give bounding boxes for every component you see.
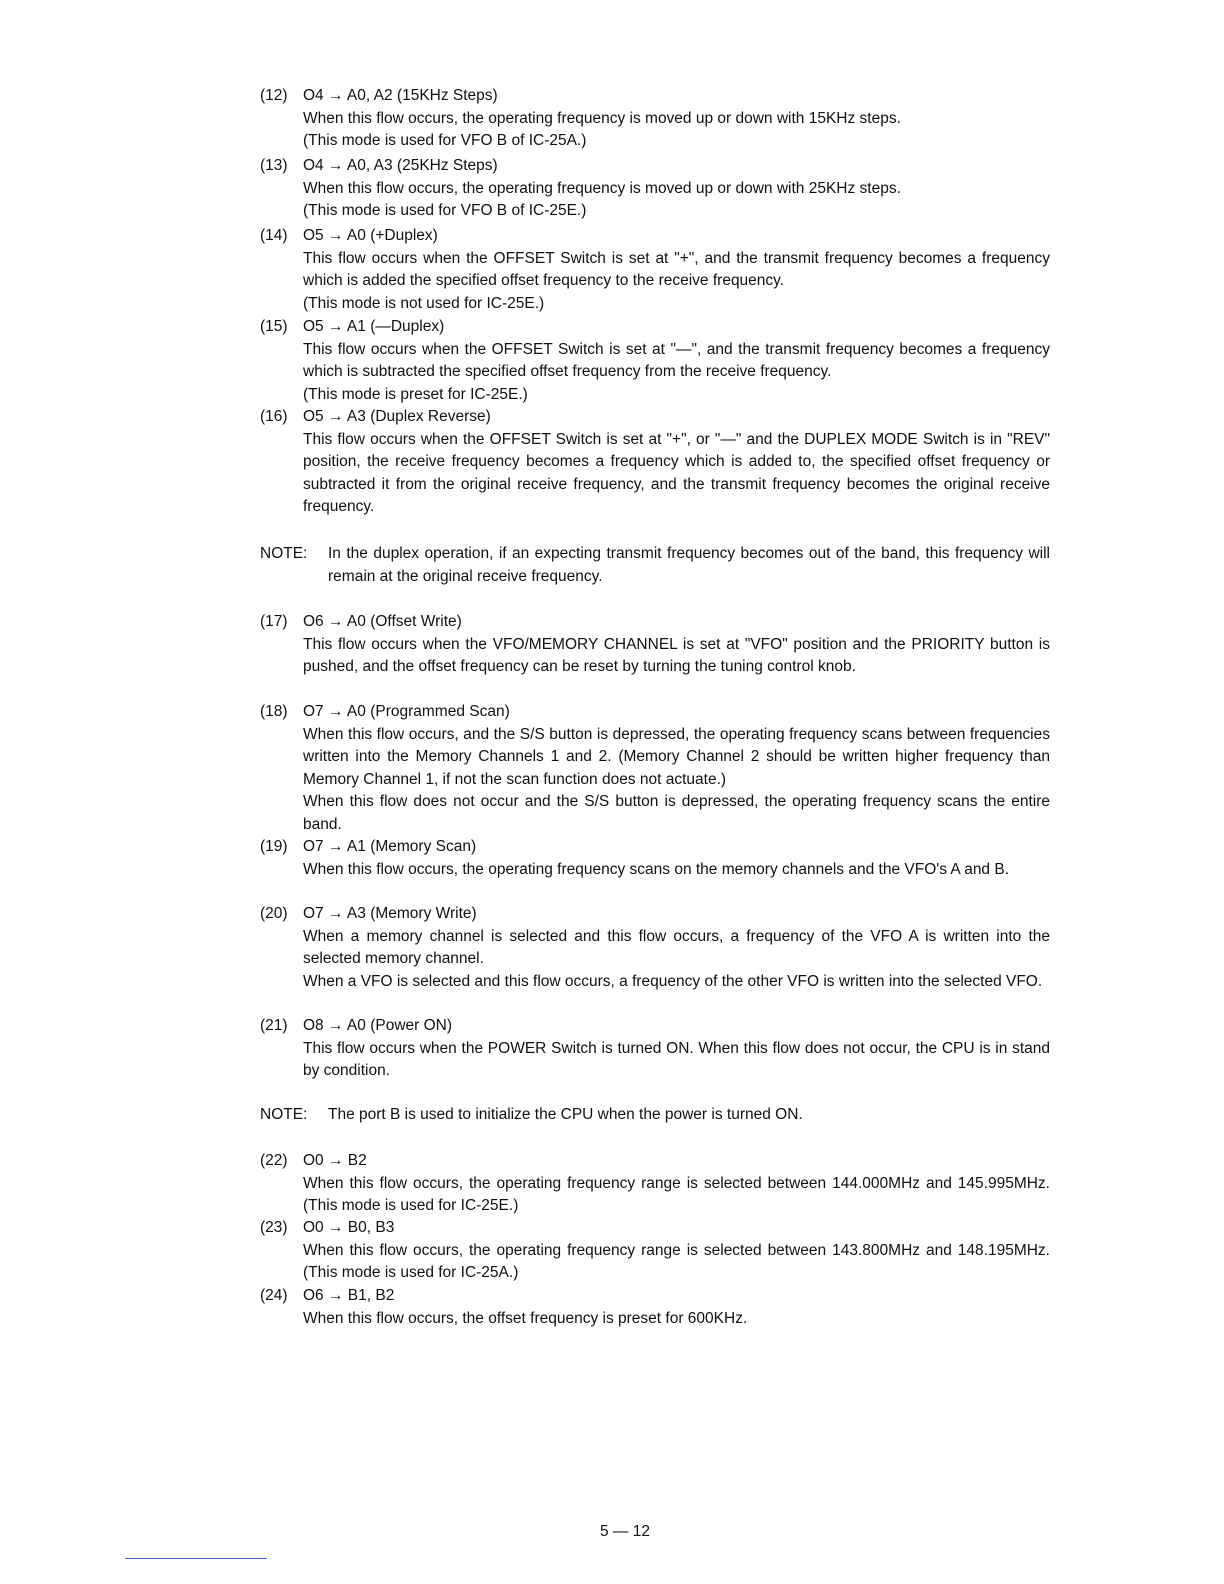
flow-item-13 [260, 155, 1050, 223]
item-heading: O5 → A3 (Duplex Reverse) [303, 408, 491, 425]
item-number: (24) [260, 1287, 288, 1304]
item-heading: O4 → A0, A3 (25KHz Steps) [303, 157, 498, 174]
note-duplex [260, 543, 1050, 588]
item-number: (17) [260, 613, 288, 630]
flow-item-12 [260, 85, 1050, 153]
item-heading: O0 → B0, B3 [303, 1219, 395, 1236]
item-heading: O7 → A0 (Programmed Scan) [303, 703, 510, 720]
item-text: (This mode is used for VFO B of IC-25A.) [303, 132, 587, 149]
flow-item-19 [260, 836, 1050, 881]
item-text: When this flow occurs, the operating frequency is moved up or down with 25KHz steps. [303, 179, 901, 197]
flow-item-18 [260, 701, 1050, 836]
item-text: When a memory channel is selected and this flow occurs, a frequency of the VFO A is written into the selected memory channel. [303, 927, 1050, 967]
note-text: The port B is used to initialize the CPU when the power is turned ON. [328, 1106, 803, 1123]
item-text: When this flow occurs, the operating frequency range is selected between 144.000MHz and 145.995MHz. (This mode is used for IC-25E.) [303, 1174, 1050, 1214]
item-number: (18) [260, 703, 288, 720]
note-port-b [260, 1104, 1050, 1127]
item-heading: O7 → A3 (Memory Write) [303, 905, 477, 922]
item-number: (21) [260, 1017, 288, 1034]
item-text: When this flow occurs, the operating frequency scans on the memory channels and the VFO's A and B. [303, 860, 1010, 878]
item-text: (This mode is preset for IC-25E.) [303, 385, 528, 403]
item-heading: O7 → A1 (Memory Scan) [303, 838, 477, 855]
item-heading: O6 → B1, B2 [303, 1287, 395, 1304]
item-number: (23) [260, 1219, 288, 1236]
item-number: (12) [260, 87, 288, 104]
item-text: This flow occurs when the POWER Switch is turned ON. When this flow does not occur, the CPU is in stand by condition. [303, 1039, 1050, 1079]
item-number: (14) [260, 227, 288, 244]
flow-item-17 [260, 611, 1050, 679]
item-text: This flow occurs when the OFFSET Switch is set at "—", and the transmit frequency becomes a frequency which is subtracted the specified offset frequency from the receive frequency. [303, 340, 1050, 380]
item-text: When this flow occurs, the operating frequency is moved up or down with 15KHz steps. [303, 109, 901, 127]
footer-rule [125, 1558, 267, 1559]
item-number: (16) [260, 408, 288, 425]
flow-item-24 [260, 1285, 1050, 1330]
note-label: NOTE: [260, 545, 308, 562]
item-text: This flow occurs when the OFFSET Switch is set at "+", and the transmit frequency becomes a frequency which is added the specified offset frequency to the receive frequency. [303, 249, 1050, 289]
item-number: (22) [260, 1152, 288, 1169]
flow-item-20 [260, 903, 1050, 993]
item-number: (19) [260, 838, 288, 855]
item-text: (This mode is used for VFO B of IC-25E.) [303, 202, 587, 219]
item-text: When a VFO is selected and this flow occurs, a frequency of the other VFO is written into the selected VFO. [303, 972, 1043, 990]
flow-item-14 [260, 225, 1050, 315]
item-heading: O6 → A0 (Offset Write) [303, 613, 462, 630]
note-text: In the duplex operation, if an expecting transmit frequency becomes out of the band, this frequency will remain at the original receive frequency. [328, 545, 1050, 585]
item-text: When this flow does not occur and the S/S button is depressed, the operating frequency scans the entire band. [303, 793, 1050, 833]
item-text: When this flow occurs, the offset frequency is preset for 600KHz. [303, 1309, 748, 1327]
item-text: When this flow occurs, the operating frequency range is selected between 143.800MHz and 148.195MHz. (This mode is used for IC-25A.) [303, 1241, 1050, 1281]
note-label: NOTE: [260, 1106, 308, 1123]
item-text: When this flow occurs, and the S/S button is depressed, the operating frequency scans between frequencies written into the Memory Channels 1 and 2. (Memory Channel 2 should be written higher frequency than Memory Channel 1, if not the scan function does not actuate.) [303, 725, 1050, 788]
item-text: This flow occurs when the OFFSET Switch is set at "+", or "—" and the DUPLEX MODE Switch is in "REV" position, the receive frequency becomes a frequency which is added to, the specified offset frequency or subtracted it from the original receive frequency, and the transmit frequency becomes the original receive frequency. [303, 430, 1050, 515]
item-heading: O5 → A1 (—Duplex) [303, 318, 445, 335]
item-number: (13) [260, 157, 288, 174]
item-text: This flow occurs when the VFO/MEMORY CHANNEL is set at "VFO" position and the PRIORITY button is pushed, and the offset frequency can be reset by turning the tuning control knob. [303, 635, 1050, 675]
item-heading: O4 → A0, A2 (15KHz Steps) [303, 87, 498, 104]
item-number: (20) [260, 905, 288, 922]
page-number: 5 — 12 [600, 1523, 650, 1540]
item-heading: O0 → B2 [303, 1152, 367, 1169]
flow-item-23 [260, 1217, 1050, 1285]
flow-item-22 [260, 1150, 1050, 1218]
item-number: (15) [260, 318, 288, 335]
item-text: (This mode is not used for IC-25E.) [303, 294, 545, 312]
flow-item-16 [260, 406, 1050, 519]
item-heading: O8 → A0 (Power ON) [303, 1017, 453, 1034]
item-heading: O5 → A0 (+Duplex) [303, 227, 438, 244]
flow-item-15 [260, 316, 1050, 406]
flow-item-21 [260, 1015, 1050, 1083]
